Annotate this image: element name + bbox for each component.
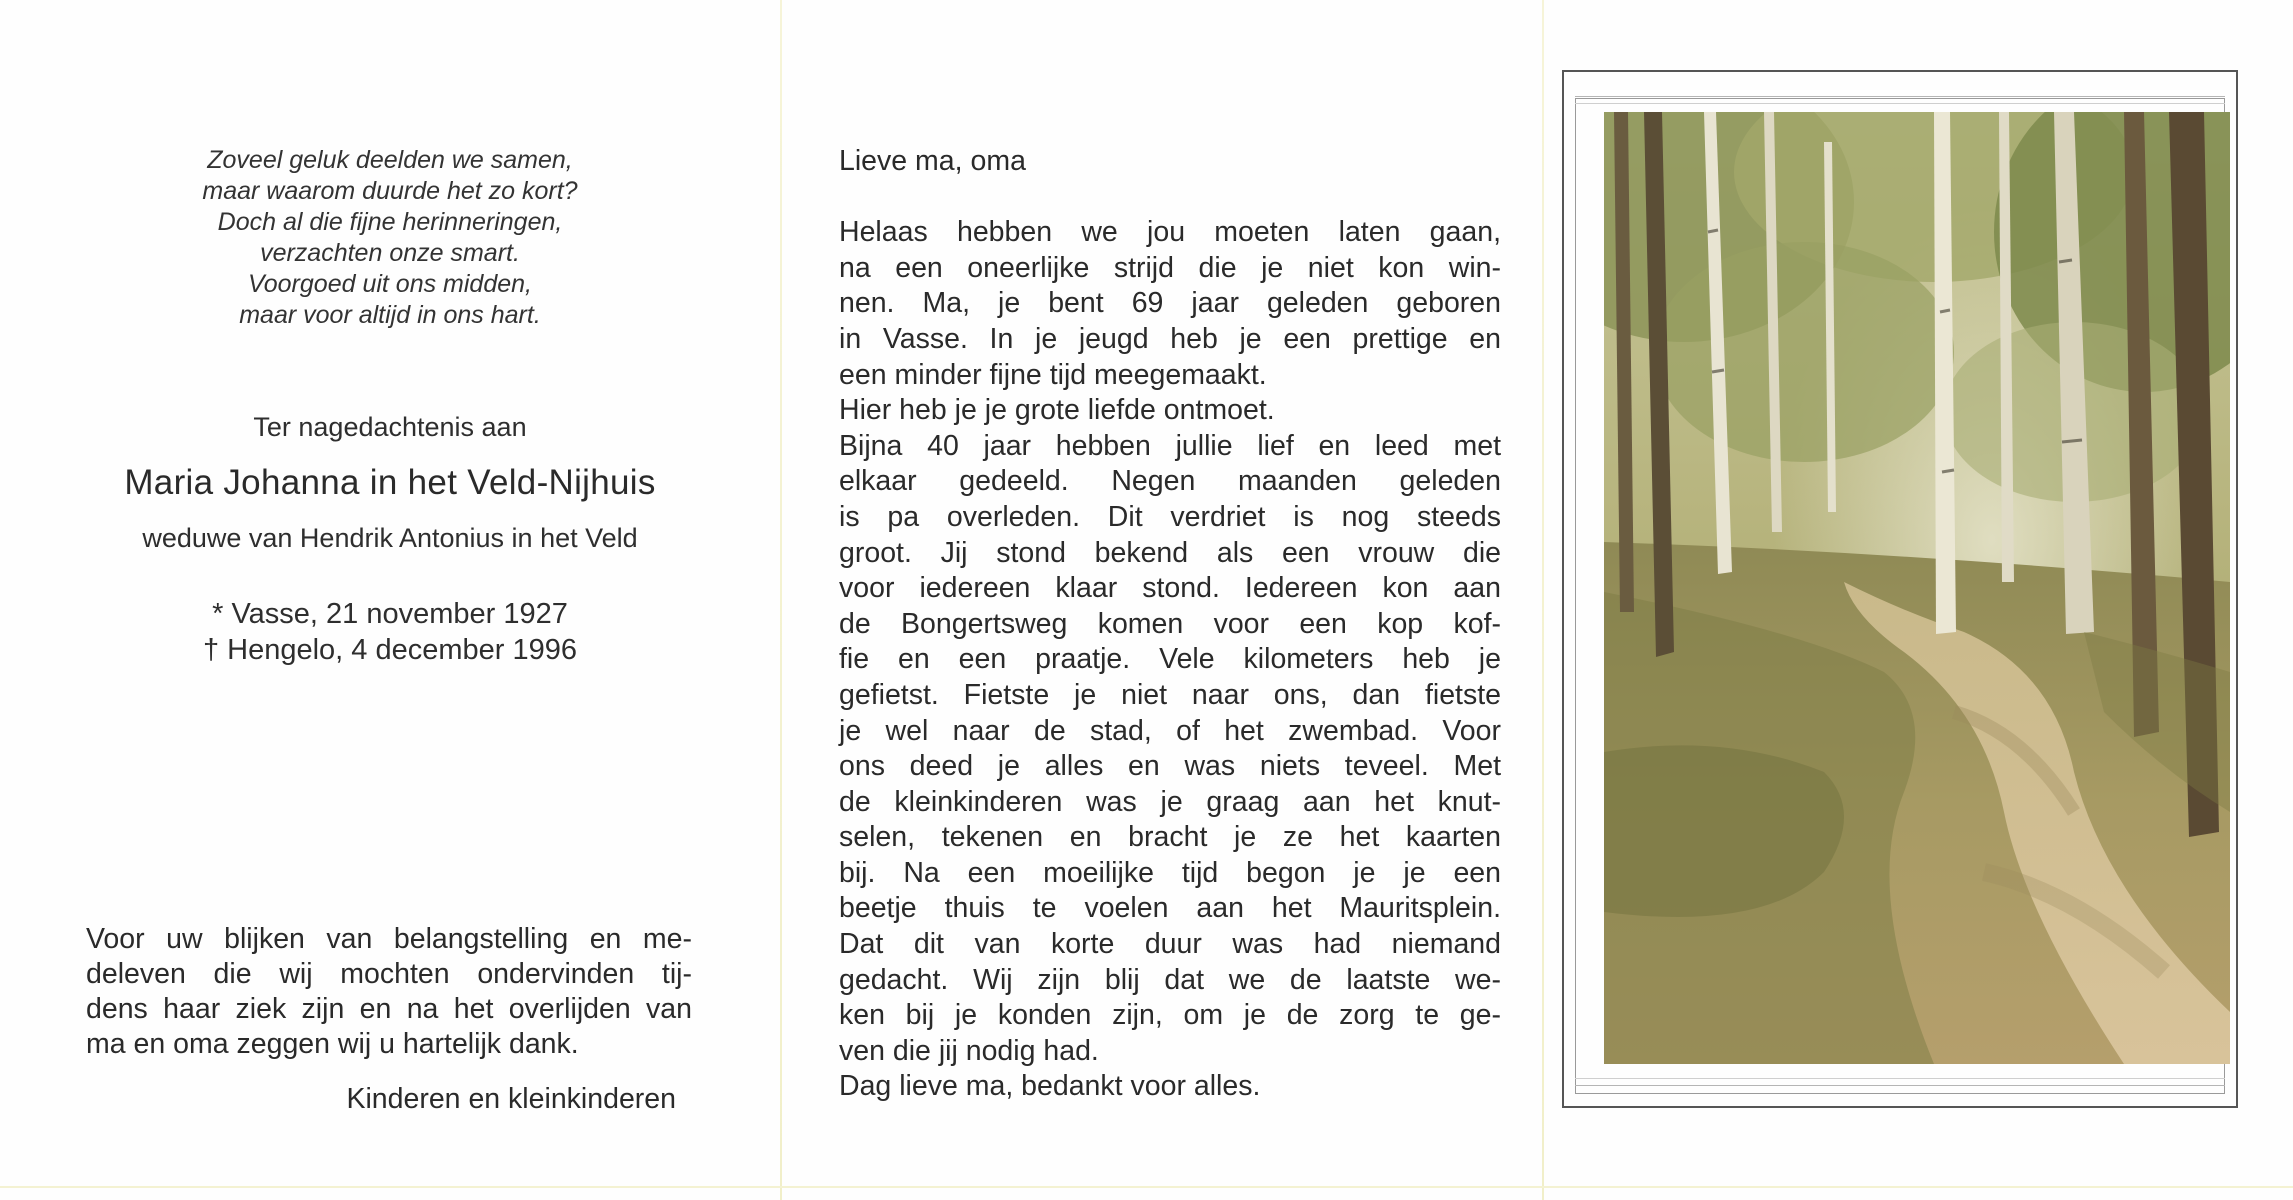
- poem-line: maar voor altijd in ons hart.: [239, 301, 541, 329]
- letter-line: gefietst. Fietste je niet naar ons, dan fietste: [839, 678, 1501, 711]
- poem-line: Voorgoed uit ons midden,: [248, 270, 532, 298]
- forest-path-illustration: [1604, 112, 2230, 1064]
- letter-line: fie en een praatje. Vele kilometers heb je: [839, 643, 1501, 676]
- letter-line: nen. Ma, je bent 69 jaar geleden geboren: [839, 287, 1501, 320]
- photo-frame-band-bottom: [1575, 1078, 2225, 1086]
- birth-date: * Vasse, 21 november 1927: [212, 598, 568, 630]
- letter-line: de kleinkinderen was je graag aan het knut-: [839, 785, 1501, 818]
- letter-line: is pa overleden. Dit verdriet is nog steeds: [839, 500, 1501, 533]
- life-dates: [70, 596, 710, 668]
- thanks-line: deleven die wij mochten ondervinden tij-: [86, 958, 692, 990]
- letter-line: beetje thuis te voelen aan het Mauritsplein.: [839, 892, 1501, 925]
- letter-line: Dag lieve ma, bedankt voor alles.: [839, 1070, 1261, 1103]
- letter: [839, 144, 1501, 1105]
- photo-frame-band-top: [1575, 96, 2225, 104]
- thanks-line: dens haar ziek zijn en na het overlijden van: [86, 993, 692, 1025]
- letter-line: de Bongertsweg komen voor een kop kof-: [839, 607, 1501, 640]
- letter-line: ons deed je alles en was niets teveel. Met: [839, 750, 1501, 783]
- signature: Kinderen en kleinkinderen: [346, 1083, 676, 1115]
- memorial-intro: Ter nagedachtenis aan: [253, 412, 527, 442]
- letter-line: Bijna 40 jaar hebben jullie lief en leed met: [839, 429, 1501, 462]
- letter-line: Dat dit van korte duur was had niemand: [839, 928, 1501, 961]
- death-date: † Hengelo, 4 december 1996: [202, 634, 578, 666]
- widow-of: weduwe van Hendrik Antonius in het Veld: [142, 523, 638, 553]
- thanks-line: Voor uw blijken van belangstelling en me-: [86, 923, 692, 955]
- letter-line: voor iedereen klaar stond. Iedereen kon aan: [839, 572, 1501, 605]
- letter-line: selen, tekenen en bracht je ze het kaarten: [839, 821, 1501, 854]
- thanks-text: [86, 922, 692, 1062]
- letter-line: een minder fijne tijd meegemaakt.: [839, 358, 1267, 391]
- letter-line: je wel naar de stad, of het zwembad. Voor: [839, 714, 1501, 747]
- letter-line: Hier heb je je grote liefde ontmoet.: [839, 394, 1275, 427]
- letter-line: elkaar gedeeld. Negen maanden geleden: [839, 465, 1501, 498]
- deceased-name: Maria Johanna in het Veld-Nijhuis: [124, 463, 656, 502]
- poem-line: Doch al die fijne herinneringen,: [217, 208, 563, 236]
- poem: [70, 145, 710, 331]
- letter-line: groot. Jij stond bekend als een vrouw die: [839, 536, 1501, 569]
- poem-line: verzachten onze smart.: [260, 239, 520, 267]
- letter-greeting: Lieve ma, oma: [839, 145, 1026, 177]
- letter-body: [839, 215, 1501, 1105]
- thanks-line: ma en oma zeggen wij u hartelijk dank.: [86, 1028, 579, 1060]
- left-panel: [0, 0, 780, 1200]
- poem-line: Zoveel geluk deelden we samen,: [207, 146, 573, 174]
- letter-line: in Vasse. In je jeugd heb je een prettige en: [839, 322, 1501, 355]
- letter-line: ven die jij nodig had.: [839, 1034, 1099, 1067]
- poem-line: maar waarom duurde het zo kort?: [202, 177, 578, 205]
- forest-path-photo: [1604, 112, 2230, 1064]
- letter-line: gedacht. Wij zijn blij dat we de laatste we-: [839, 963, 1501, 996]
- letter-line: bij. Na een moeilijke tijd begon je je een: [839, 856, 1501, 889]
- letter-line: Helaas hebben we jou moeten laten gaan,: [839, 216, 1501, 249]
- middle-panel: [782, 0, 1542, 1200]
- letter-line: na een oneerlijke strijd die je niet kon win-: [839, 251, 1501, 284]
- letter-line: ken bij je konden zijn, om je de zorg te ge-: [839, 999, 1501, 1032]
